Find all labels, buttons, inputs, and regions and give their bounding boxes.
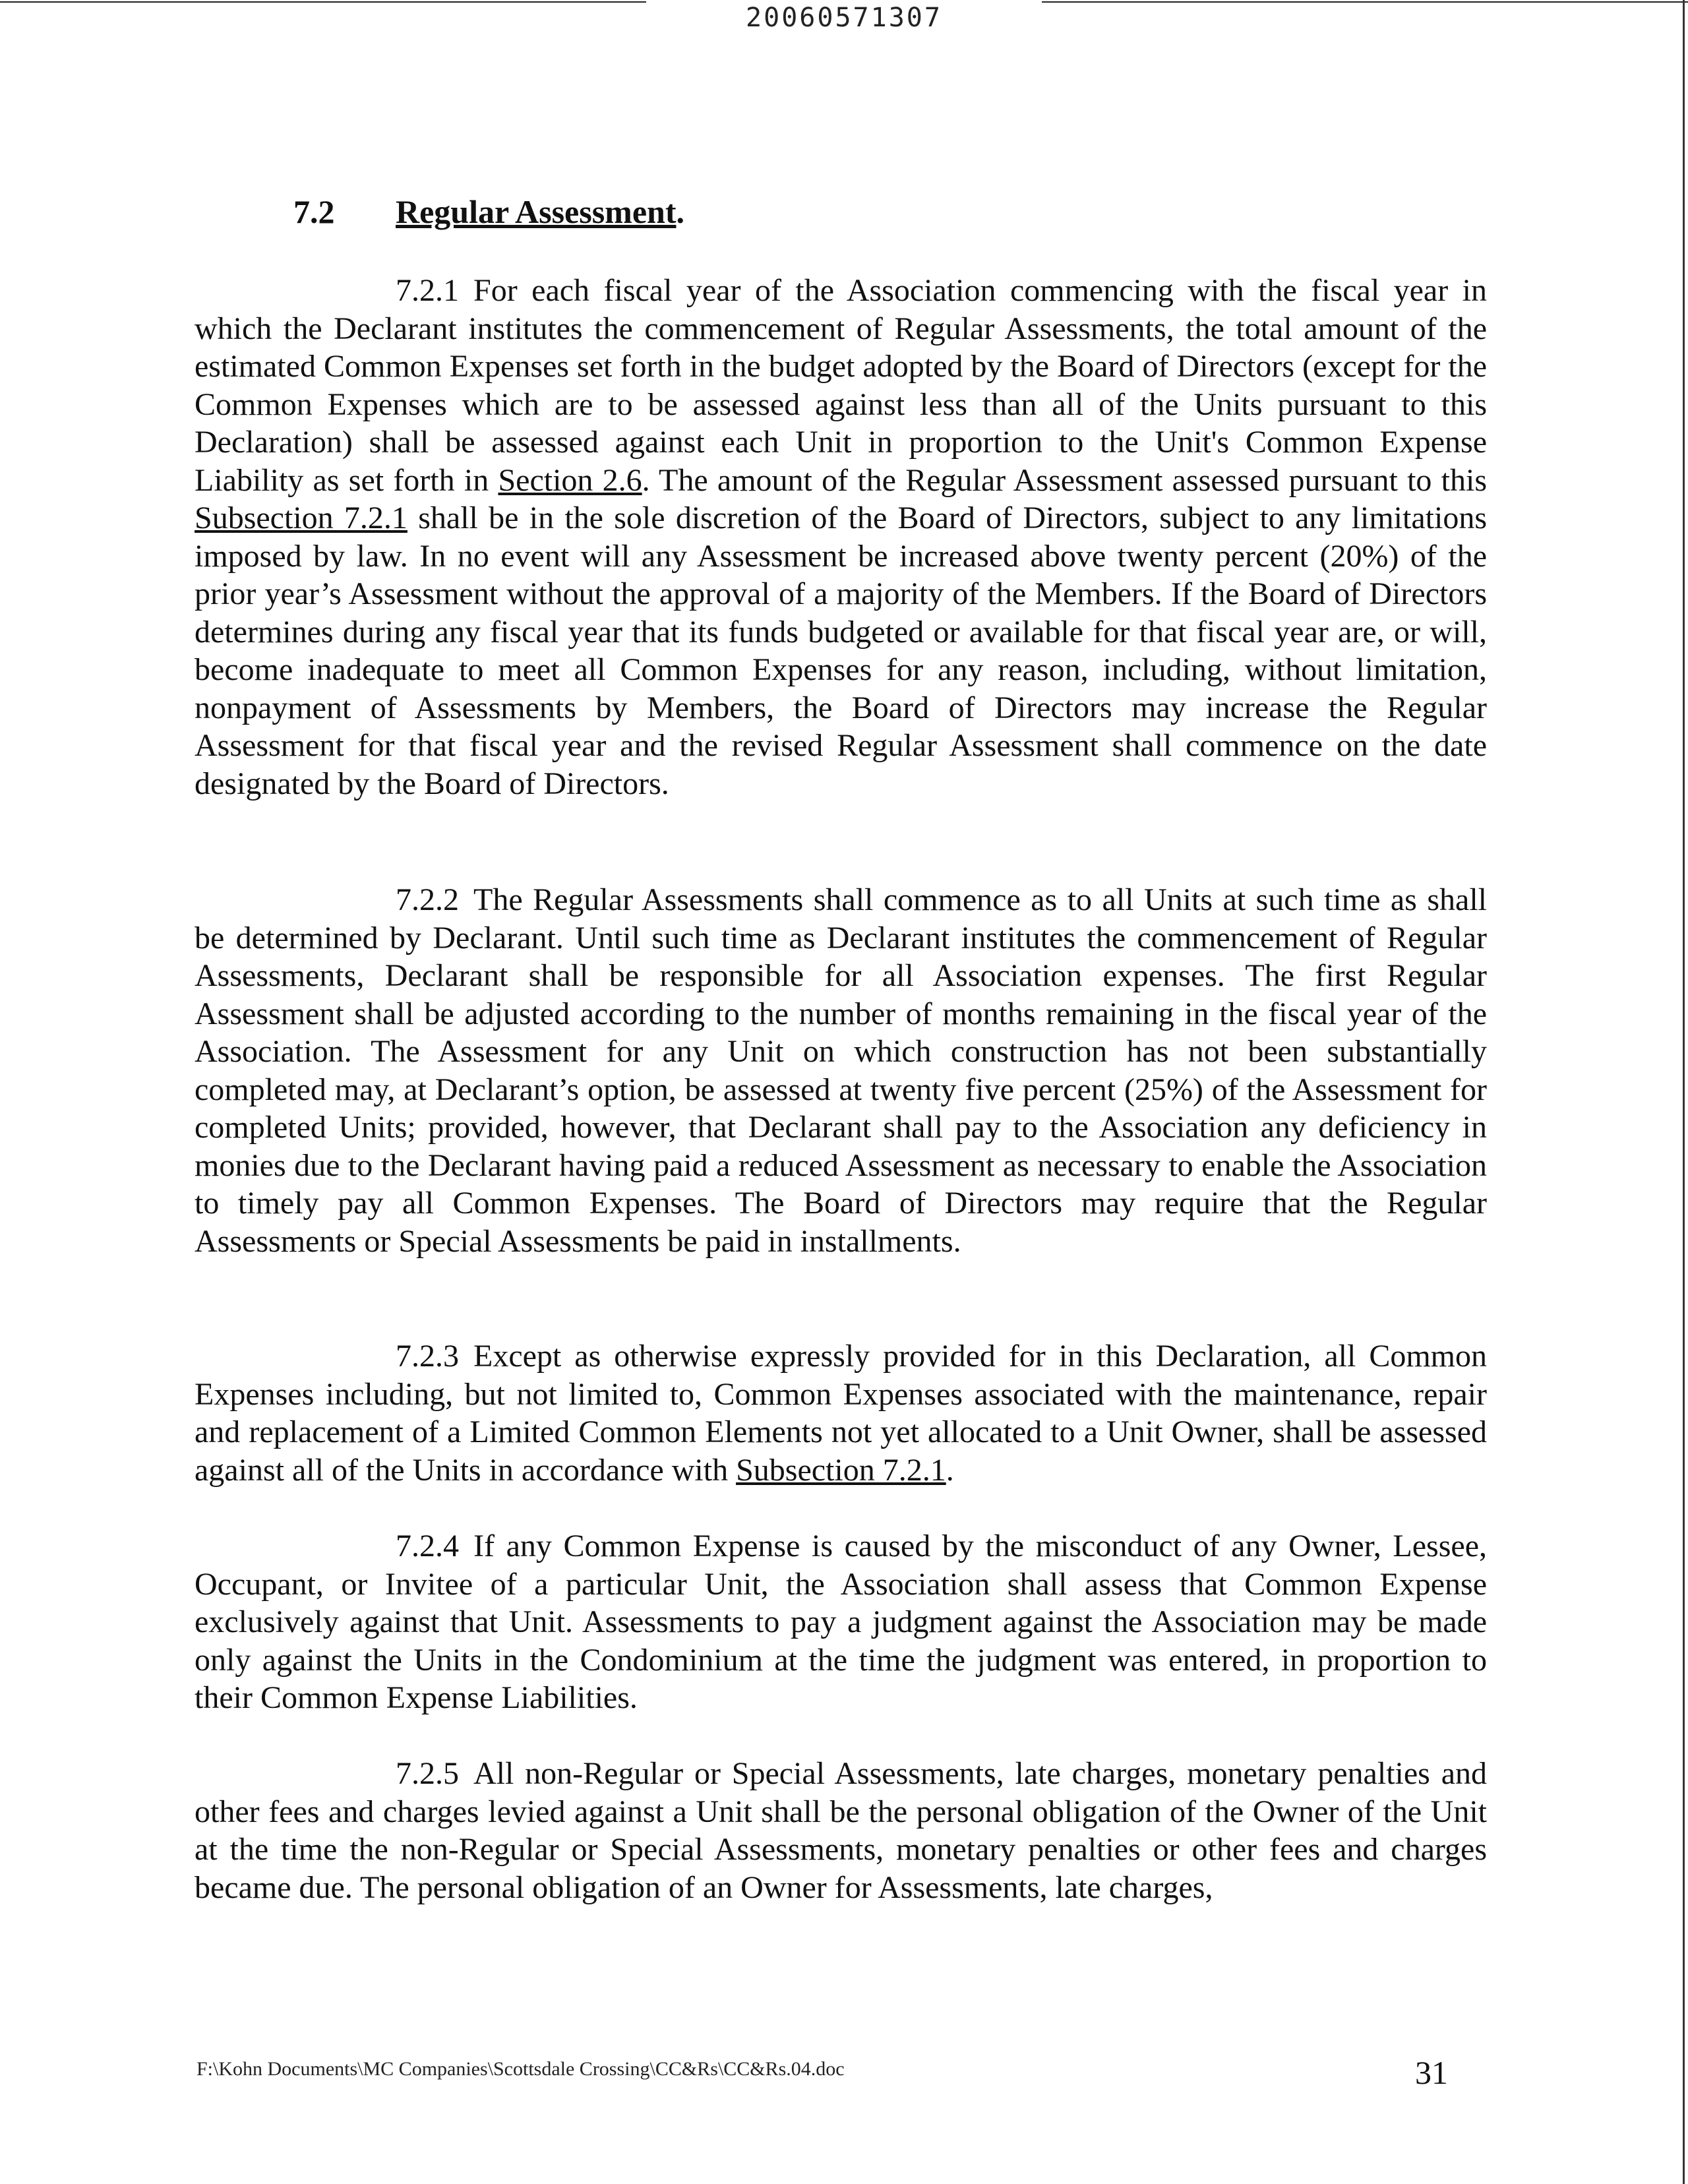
page-number: 31: [1415, 2054, 1448, 2091]
paragraph-text: The Regular Assessments shall commence as to all Units at such time as shall be determined by Declarant. Until such time as Declarant institutes the commencement of Regular Assessments, Declarant shall be responsible for all Association expenses. The first Regular Assessment shall be adjusted according to the number of months remaining in the fiscal year of the Association. The Assessment for any Unit on which construction has not been substantially completed may, at Declarant’s option, be assessed at twenty five percent (25%) of the Assessment for completed Units; provided, however, that Declarant shall pay to the Association any deficiency in monies due to the Declarant having paid a reduced Assessment as necessary to enable the Association to timely pay all Common Expenses. The Board of Directors may require that the Regular Assessments or Special Assessments be paid in installments.: [195, 882, 1487, 1259]
paragraph-number: 7.2.2: [396, 882, 459, 917]
section-number: 7.2: [293, 193, 335, 230]
right-scan-edge: [1683, 0, 1685, 2184]
paragraph-text: shall be in the sole discretion of the Board of Directors, subject to any limitations imposed by law. In no event will any Assessment be increased above twenty percent (20%) of the prior year’s Assessment without the approval of a majority of the Members. If the Board of Directors determines during any fiscal year that its funds budgeted or available for that fiscal year are, or will, become inadequate to meet all Common Expenses for any reason, including, without limitation, nonpayment of Assessments by Members, the Board of Directors may increase the Regular Assessment for that fiscal year and the revised Regular Assessment shall commence on the date designated by the Board of Directors.: [195, 501, 1488, 801]
cross-reference-section-2-6: Section 2.6: [498, 462, 642, 498]
cross-reference-subsection-7-2-1: Subsection 7.2.1: [736, 1452, 946, 1488]
section-title-period: .: [676, 193, 684, 230]
paragraph-text: Except as otherwise expressly provided for in this Declaration, all Common Expenses including, but not limited to, Common Expenses associated with the maintenance, repair and replacement of a Limited Common Elements not yet allocated to a Unit Owner, shall be assessed against all of the Units in accordance with: [195, 1339, 1487, 1488]
document-number: 20060571307: [746, 3, 942, 33]
paragraph-7-2-5: [195, 1755, 1487, 1906]
paragraph-7-2-4: [195, 1527, 1487, 1717]
paragraph-number: 7.2.5: [396, 1756, 459, 1791]
paragraph-text: For each fiscal year of the Association commencing with the fiscal year in which the Declarant institutes the commencement of Regular Assessments, the total amount of the estimated Common Expenses set forth in the budget adopted by the Board of Directors (except for the Common Expenses which are to be assessed against less than all of the Units pursuant to this Declaration) shall be assessed against each Unit in proportion to the Unit's Common Expense Liability as set forth in: [195, 273, 1487, 498]
section-heading: [293, 193, 684, 231]
paragraph-7-2-2: [195, 881, 1487, 1260]
paragraph-number: 7.2.3: [396, 1339, 459, 1374]
paragraph-text: . The amount of the Regular Assessment assessed pursuant to this: [642, 462, 1487, 498]
paragraph-number: 7.2.1: [396, 273, 459, 308]
paragraph-number: 7.2.4: [396, 1529, 459, 1563]
paragraph-7-2-1: [195, 272, 1487, 803]
paragraph-text: If any Common Expense is caused by the misconduct of any Owner, Lessee, Occupant, or Invitee of a particular Unit, the Association shall assess that Common Expense exclusively against that Unit. Assessments to pay a judgment against the Association may be made only against the Units in the Condominium at the time the judgment was entered, in proportion to their Common Expense Liabilities.: [195, 1529, 1487, 1715]
section-title: Regular Assessment: [396, 193, 677, 230]
paragraph-text: All non-Regular or Special Assessments, late charges, monetary penalties and other fees and charges levied against a Unit shall be the personal obligation of the Owner of the Unit at the time the non-Regular or Special Assessments, monetary penalties or other fees and charges became due. The personal obligation of an Owner for Assessments, late charges,: [195, 1756, 1487, 1905]
paragraph-text: .: [946, 1452, 954, 1488]
paragraph-7-2-3: [195, 1337, 1487, 1489]
footer-file-path: F:\Kohn Documents\MC Companies\Scottsdale Crossing\CC&Rs\CC&Rs.04.doc: [196, 2058, 845, 2080]
cross-reference-subsection-7-2-1: Subsection 7.2.1: [195, 501, 407, 535]
